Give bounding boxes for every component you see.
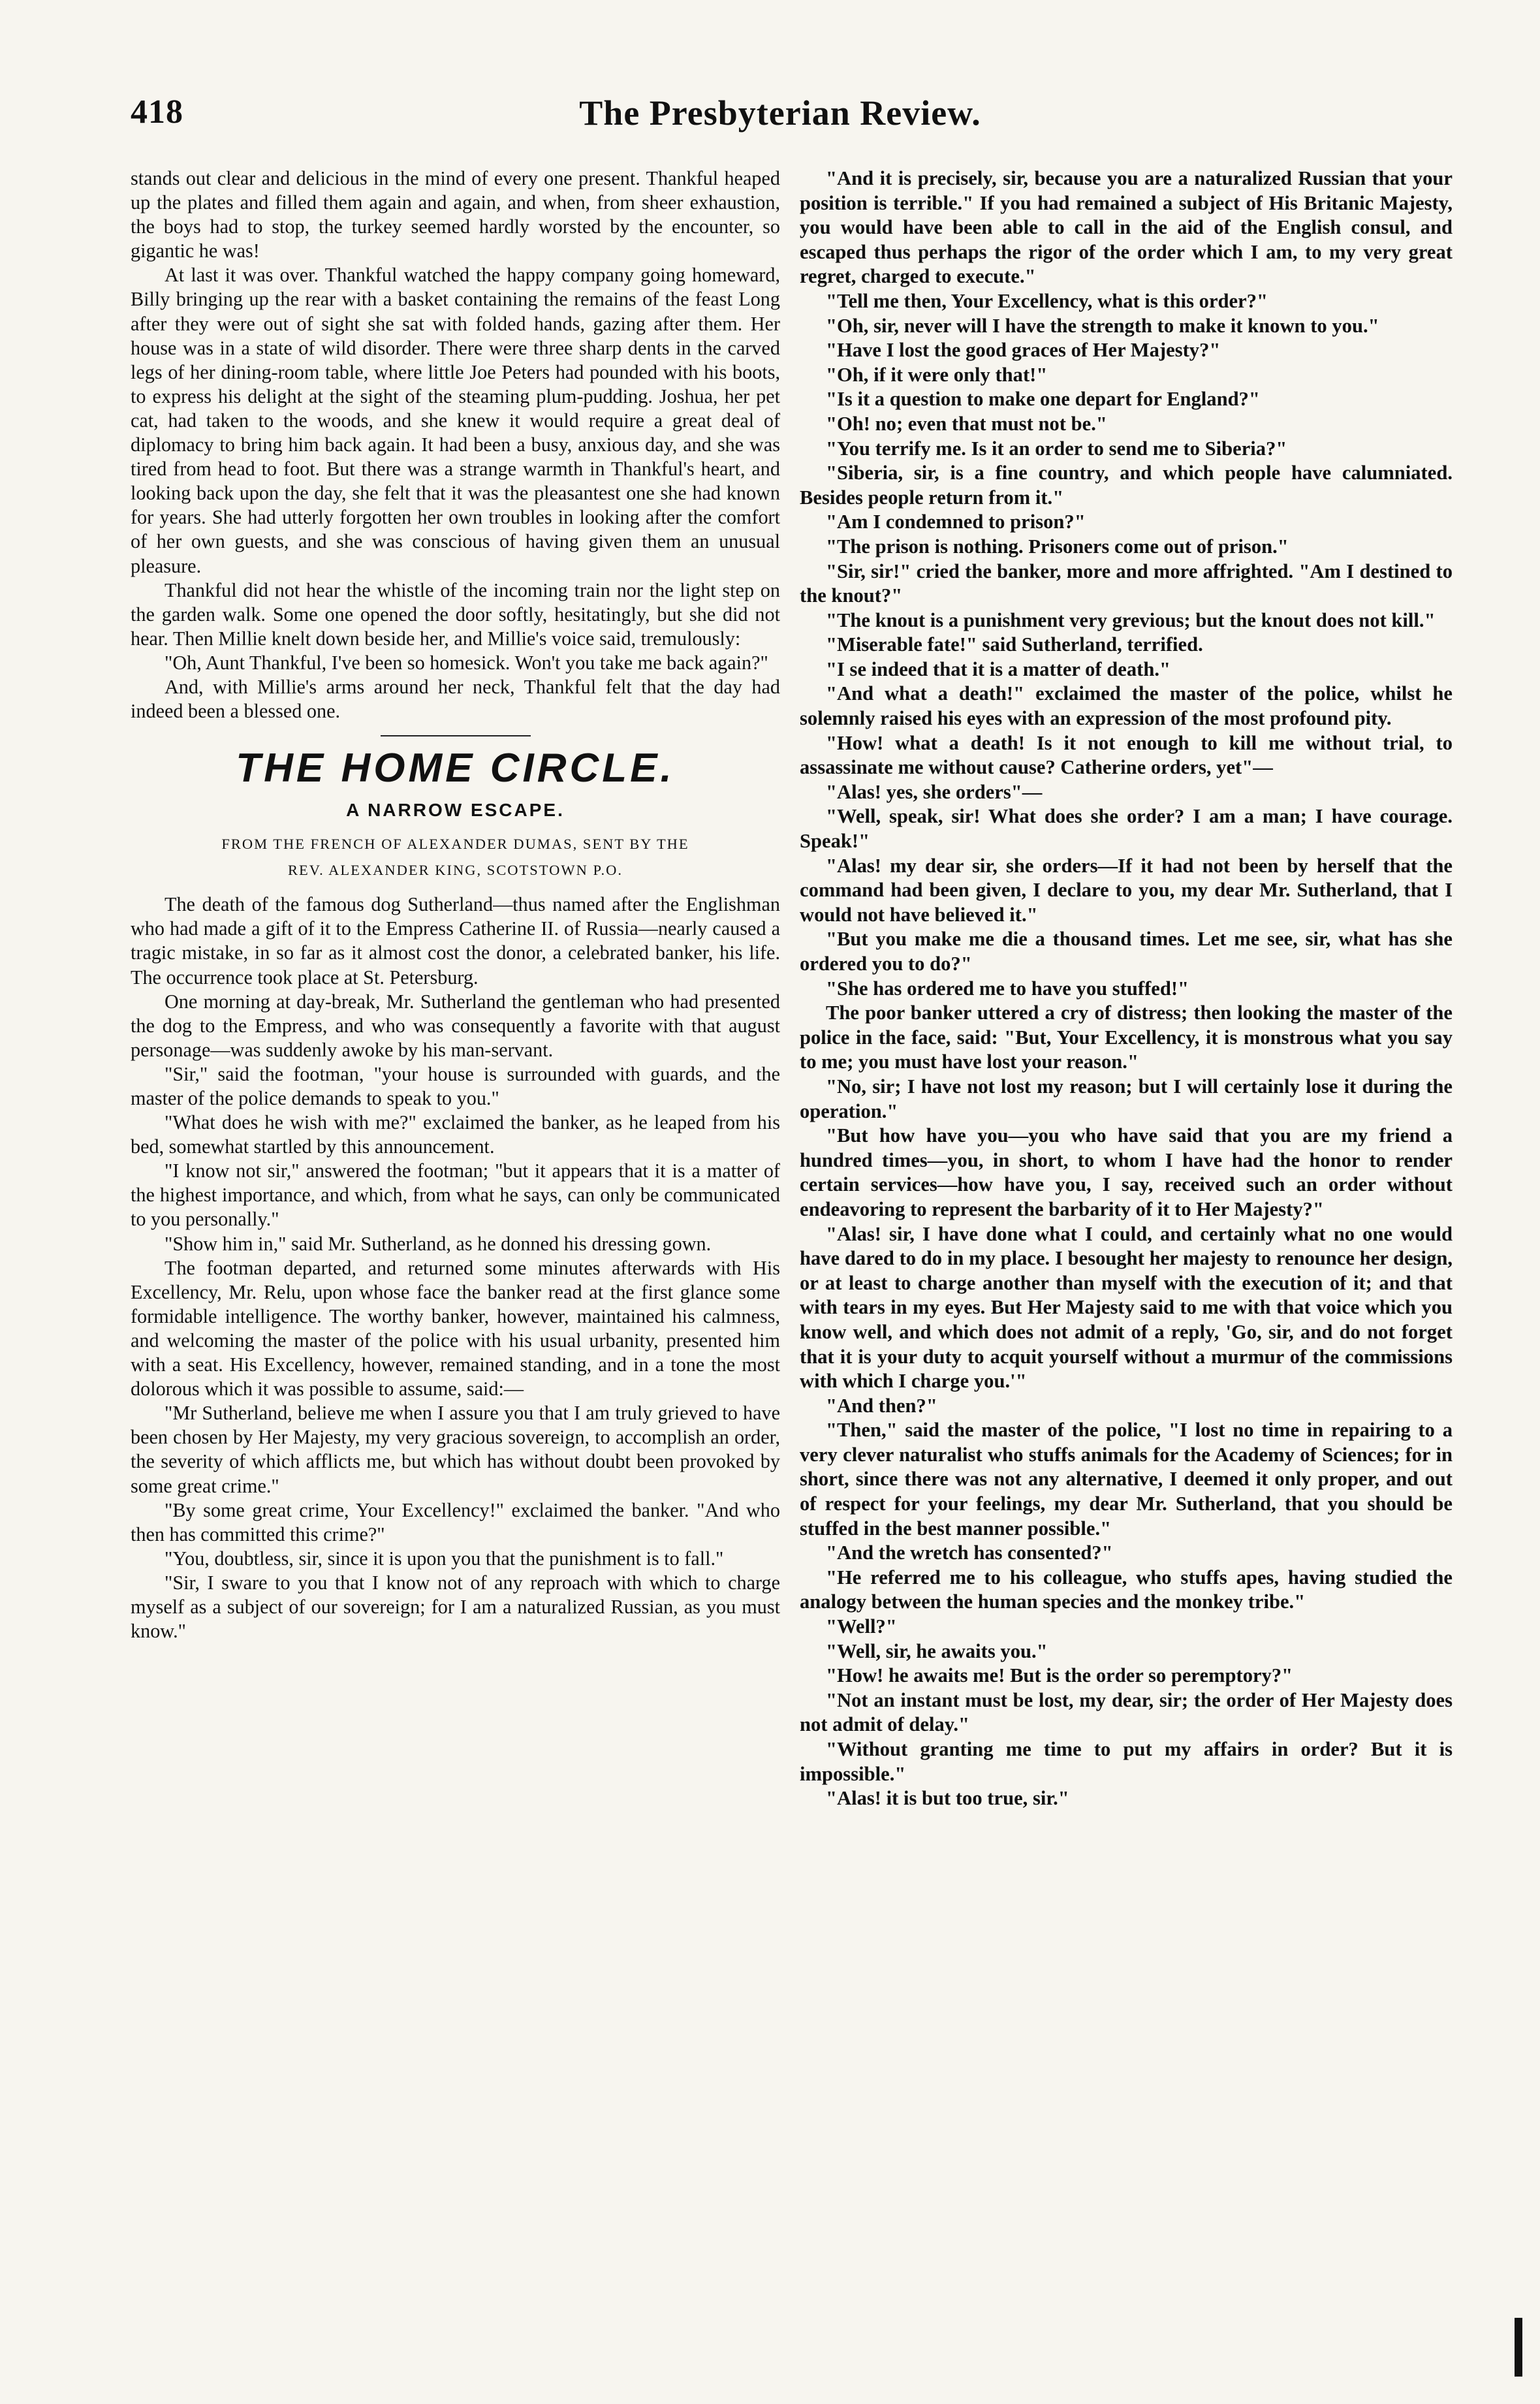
paragraph: "How! what a death! Is it not enough to kill me without trial, to assassinate me without cause? Catherine orders, yet"— xyxy=(800,731,1453,779)
paragraph: "Without granting me time to put my affairs in order? But it is impossible." xyxy=(800,1738,1453,1785)
paragraph: "Alas! my dear sir, she orders—If it had not been by herself that the command had been given, I declare to you, my dear Mr. Sutherland, that I would not have believed it." xyxy=(800,854,1453,926)
paragraph: "She has ordered me to have you stuffed!" xyxy=(826,977,1189,1000)
paragraph: "Oh, sir, never will I have the strength to make it known to you." xyxy=(826,314,1379,337)
right-column xyxy=(800,166,1453,1811)
paragraph: The death of the famous dog Sutherland—thus named after the Englishman who had made a gift of it to the Empress Catherine II. of Russia—nearly caused a tragic mistake, in so far as it almost cost the donor, a celebrated banker, his life. The occurrence took place at St. Petersburg. xyxy=(131,893,780,988)
paragraph: "Am I condemned to prison?" xyxy=(826,511,1086,533)
paragraph: "And it is precisely, sir, because you are a naturalized Russian that your position is terrible." If you had remained a subject of His Britanic Majesty, you would have been able to call in the aid of the English consul, and escaped thus perhaps the rigor of the order which I am, to my very great regret, charged to execute." xyxy=(800,167,1453,288)
paragraph: "Well?" xyxy=(826,1615,897,1638)
paragraph: "Sir, I sware to you that I know not of any reproach with which to charge myself as a subject of our sovereign; for I am a naturalized Russian, as you must know." xyxy=(131,1571,780,1643)
paragraph: "Siberia, sir, is a fine country, and which people have calumniated. Besides people return from it." xyxy=(800,462,1453,509)
source-line-1: FROM THE FRENCH OF ALEXANDER DUMAS, SENT BY THE xyxy=(221,836,689,853)
paragraph: "I know not sir," answered the footman; "but it appears that it is a matter of the highest importance, and which, from what he says, can only be communicated to you personally." xyxy=(131,1160,780,1231)
paragraph: "He referred me to his colleague, who stuffs apes, having studied the analogy between the human species and the monkey tribe." xyxy=(800,1566,1453,1613)
paragraph: "Well, speak, sir! What does she order? I am a man; I have courage. Speak!" xyxy=(800,805,1453,853)
paragraph: "By some great crime, Your Excellency!" exclaimed the banker. "And who then has committed this crime?" xyxy=(131,1498,780,1545)
paragraph: "But how have you—you who have said that you are my friend a hundred times—you, in short, to whom I have had the honor to render certain services—how have you, I say, received such an order without endeavoring to represent the barbarity of it to Her Majesty?" xyxy=(800,1124,1453,1220)
paragraph: "How! he awaits me! But is the order so peremptory?" xyxy=(826,1664,1293,1687)
paragraph: "Miserable fate!" said Sutherland, terrified. xyxy=(826,633,1203,656)
paragraph: "Then," said the master of the police, "I lost no time in repairing to a very clever naturalist who stuffs animals for the Academy of Sciences; for in short, since there was not any alternative, I deemed it only proper, and out of respect for your feelings, my dear Mr. Sutherland, that you should be stuffed in the best manner possible." xyxy=(800,1419,1453,1540)
margin-mark xyxy=(1515,2318,1522,2377)
paragraph: "And the wretch has consented?" xyxy=(826,1542,1113,1564)
section-divider xyxy=(381,735,531,736)
paragraph: "Alas! it is but too true, sir." xyxy=(826,1787,1069,1810)
journal-title: The Presbyterian Review. xyxy=(579,93,981,133)
paragraph: "Well, sir, he awaits you." xyxy=(826,1639,1048,1662)
section-title: THE HOME CIRCLE. xyxy=(236,746,675,791)
paragraph: stands out clear and delicious in the mind of every one present. Thankful heaped up the plates and filled them again and again, and when, from sheer exhaustion, the boys had to stop, the turkey seemed hardly worsted by the encounter, so gigantic he was! xyxy=(131,167,780,262)
paragraph: "But you make me die a thousand times. Let me see, sir, what has she ordered you to do?" xyxy=(800,928,1453,975)
paragraph: "The prison is nothing. Prisoners come out of prison." xyxy=(826,535,1289,558)
paragraph: "You terrify me. Is it an order to send me to Siberia?" xyxy=(826,437,1287,460)
paragraph: "Alas! yes, she orders"— xyxy=(826,780,1043,803)
paragraph: Thankful did not hear the whistle of the incoming train nor the light step on the garden walk. Some one opened the door softly, hesitatingly, but she did not hear. Then Millie knelt down beside her, and Millie's voice said, tremulously: xyxy=(131,578,780,650)
article-title: A NARROW ESCAPE. xyxy=(346,800,565,821)
paragraph: "Not an instant must be lost, my dear, sir; the order of Her Majesty does not admit of delay." xyxy=(800,1688,1453,1736)
paragraph: "Have I lost the good graces of Her Majesty?" xyxy=(826,339,1221,362)
paragraph: "What does he wish with me?" exclaimed the banker, as he leaped from his bed, somewhat startled by this announcement. xyxy=(131,1111,780,1158)
paragraph: "Oh! no; even that must not be." xyxy=(826,412,1107,435)
source-line xyxy=(131,831,780,883)
source-line-2: REV. ALEXANDER KING, SCOTSTOWN P.O. xyxy=(288,862,623,879)
paragraph: "Oh, Aunt Thankful, I've been so homesick. Won't you take me back again?" xyxy=(165,651,768,674)
paragraph: "Show him in," said Mr. Sutherland, as he donned his dressing gown. xyxy=(165,1232,712,1255)
paragraph: "Mr Sutherland, believe me when I assure you that I am truly grieved to have been chosen by Her Majesty, my very gracious sovereign, to accomplish an order, the severity of which afflicts me, but which has without doubt been provoked by some great crime." xyxy=(131,1402,780,1497)
paragraph: "And what a death!" exclaimed the master of the police, whilst he solemnly raised his eyes with an expression of the most profound pity. xyxy=(800,682,1453,730)
page-header xyxy=(131,93,1430,151)
paragraph: "Alas! sir, I have done what I could, and certainly what no one would have dared to do in my place. I besought her majesty to renounce her design, or at least to charge another than myself with the execution of it; and that with tears in my eyes. But Her Majesty said to me with that voice which you know well, and which does not admit of a reply, 'Go, sir, and do not forget that it is your duty to acquit yourself without a murmur of the commissions with which I charge you.'" xyxy=(800,1222,1453,1393)
paragraph: The poor banker uttered a cry of distress; then looking the master of the police in the face, said: "But, Your Excellency, it is monstrous what you say to me; you must have lost your reason." xyxy=(800,1002,1453,1073)
paragraph: The footman departed, and returned some minutes afterwards with His Excellency, Mr. Relu, upon whose face the banker read at the first glance some formidable intelligence. The worthy banker, however, maintained his calmness, and welcoming the master of the police with his usual urbanity, presented him with a seat. His Excellency, however, remained standing, and in a tone the most dolorous which it was possible to assume, said:— xyxy=(131,1256,780,1400)
page-number: 418 xyxy=(131,93,183,131)
paragraph: "Sir, sir!" cried the banker, more and more affrighted. "Am I destined to the knout?" xyxy=(800,560,1453,607)
paragraph: "Is it a question to make one depart for England?" xyxy=(826,388,1260,411)
paragraph: "Sir," said the footman, "your house is surrounded with guards, and the master of the police demands to speak to you." xyxy=(131,1062,780,1109)
paragraph: "You, doubtless, sir, since it is upon you that the punishment is to fall." xyxy=(165,1547,724,1570)
paragraph: "And then?" xyxy=(826,1394,937,1417)
paragraph: And, with Millie's arms around her neck, Thankful felt that the day had indeed been a blessed one. xyxy=(131,675,780,723)
paragraph: One morning at day-break, Mr. Sutherland the gentleman who had presented the dog to the Empress, and who was consequently a favorite with that august personage—was suddenly awoke by his man-servant. xyxy=(131,990,780,1061)
paragraph: "No, sir; I have not lost my reason; but I will certainly lose it during the operation." xyxy=(800,1075,1453,1122)
paragraph: "The knout is a punishment very grevious; but the knout does not kill." xyxy=(826,609,1436,631)
left-column xyxy=(131,166,780,1643)
paragraph: At last it was over. Thankful watched the happy company going homeward, Billy bringing up the rear with a basket containing the remains of the feast Long after they were out of sight she sat with folded hands, gazing after them. Her house was in a state of wild disorder. There were three sharp dents in the carved legs of her dining-room table, where little Joe Peters had pounded with his boots, to express his delight at the sight of the steaming plum-pudding. Joshua, her pet cat, had taken to the woods, and she knew it would require a great deal of diplomacy to bring him back again. It had been a busy, anxious day, and she was tired from head to foot. But there was a strange warmth in Thankful's heart, and looking back upon the day, she felt that it was the pleasantest one she had known for years. She had utterly forgotten her own troubles in looking after the comfort of her own guests, and she was conscious of having given them an unusual pleasure. xyxy=(131,264,780,577)
paragraph: "I se indeed that it is a matter of death." xyxy=(826,657,1171,680)
paragraph: "Tell me then, Your Excellency, what is this order?" xyxy=(826,289,1268,312)
paragraph: "Oh, if it were only that!" xyxy=(826,363,1048,386)
